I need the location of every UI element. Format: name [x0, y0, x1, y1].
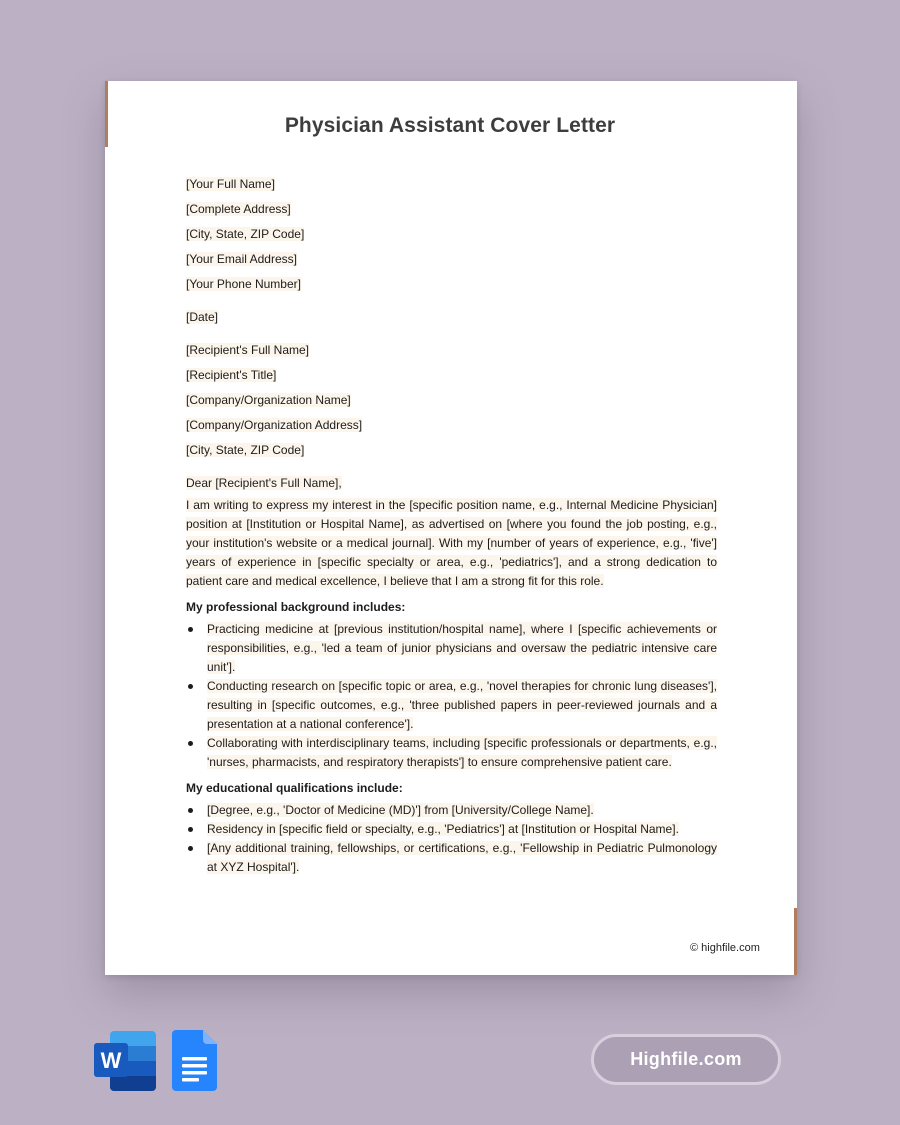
background-heading: My professional background includes: — [186, 600, 406, 614]
sender-line: [Your Email Address] — [186, 252, 297, 266]
highfile-brand-badge[interactable]: Highfile.com — [591, 1034, 781, 1085]
education-list — [186, 801, 717, 877]
background-list — [186, 620, 717, 772]
copyright-text: © highfile.com — [690, 942, 760, 954]
list-item: [Any additional training, fellowships, or certifications, e.g., 'Fellowship in Pediatric Pulmonology at XYZ Hospital']. — [186, 839, 717, 877]
page-accent-bottom — [794, 908, 797, 975]
sender-line: [Your Full Name] — [186, 177, 275, 191]
list-item: [Degree, e.g., 'Doctor of Medicine (MD)'] from [University/College Name]. — [186, 801, 717, 820]
list-item: Residency in [specific field or specialty, e.g., 'Pediatrics'] at [Institution or Hospital Name]. — [186, 820, 717, 839]
recipient-block — [186, 338, 717, 463]
list-item: Practicing medicine at [previous institution/hospital name], where I [specific achievements or responsibilities, e.g., 'led a team of junior physicians and oversaw the pediatric intensive care unit']. — [186, 620, 717, 677]
letter-body — [186, 172, 717, 877]
document-title: Physician Assistant Cover Letter — [284, 114, 616, 137]
recipient-line: [City, State, ZIP Code] — [186, 443, 305, 457]
recipient-line: [Recipient's Full Name] — [186, 343, 309, 357]
recipient-line: [Company/Organization Address] — [186, 418, 363, 432]
salutation: Dear [Recipient's Full Name], — [186, 476, 342, 490]
list-item: Conducting research on [specific topic or area, e.g., 'novel therapies for chronic lung diseases'], resulting in [specific outcomes, e.g., 'three published papers in peer-reviewed journals and a presentation at a national conference']. — [186, 677, 717, 734]
word-icon-letter: W — [100, 1048, 122, 1073]
recipient-line: [Company/Organization Name] — [186, 393, 351, 407]
date-line: [Date] — [186, 310, 219, 324]
word-icon[interactable] — [94, 1031, 157, 1091]
sender-line: [Complete Address] — [186, 202, 291, 216]
sender-line: [City, State, ZIP Code] — [186, 227, 305, 241]
recipient-line: [Recipient's Title] — [186, 368, 277, 382]
list-item: Collaborating with interdisciplinary teams, including [specific professionals or departments, e.g., 'nurses, pharmacists, and respiratory therapists'] to ensure comprehensive patient care. — [186, 734, 717, 772]
sender-line: [Your Phone Number] — [186, 277, 301, 291]
sender-block — [186, 172, 717, 297]
google-docs-icon[interactable] — [172, 1030, 217, 1091]
intro-paragraph: I am writing to express my interest in the [specific position name, e.g., Internal Medicine Physician] position at [Institution or Hospital Name], as advertised on [where you found the job posting, e.g., your institution's website or a medical journal]. With my [number of years of experience, e.g., 'five'] years of experience in [specific specialty or area, e.g., 'pediatrics'], and a strong dedication to patient care and medical excellence, I believe that I am a strong fit for this role. — [186, 498, 717, 588]
education-heading: My educational qualifications include: — [186, 781, 403, 795]
